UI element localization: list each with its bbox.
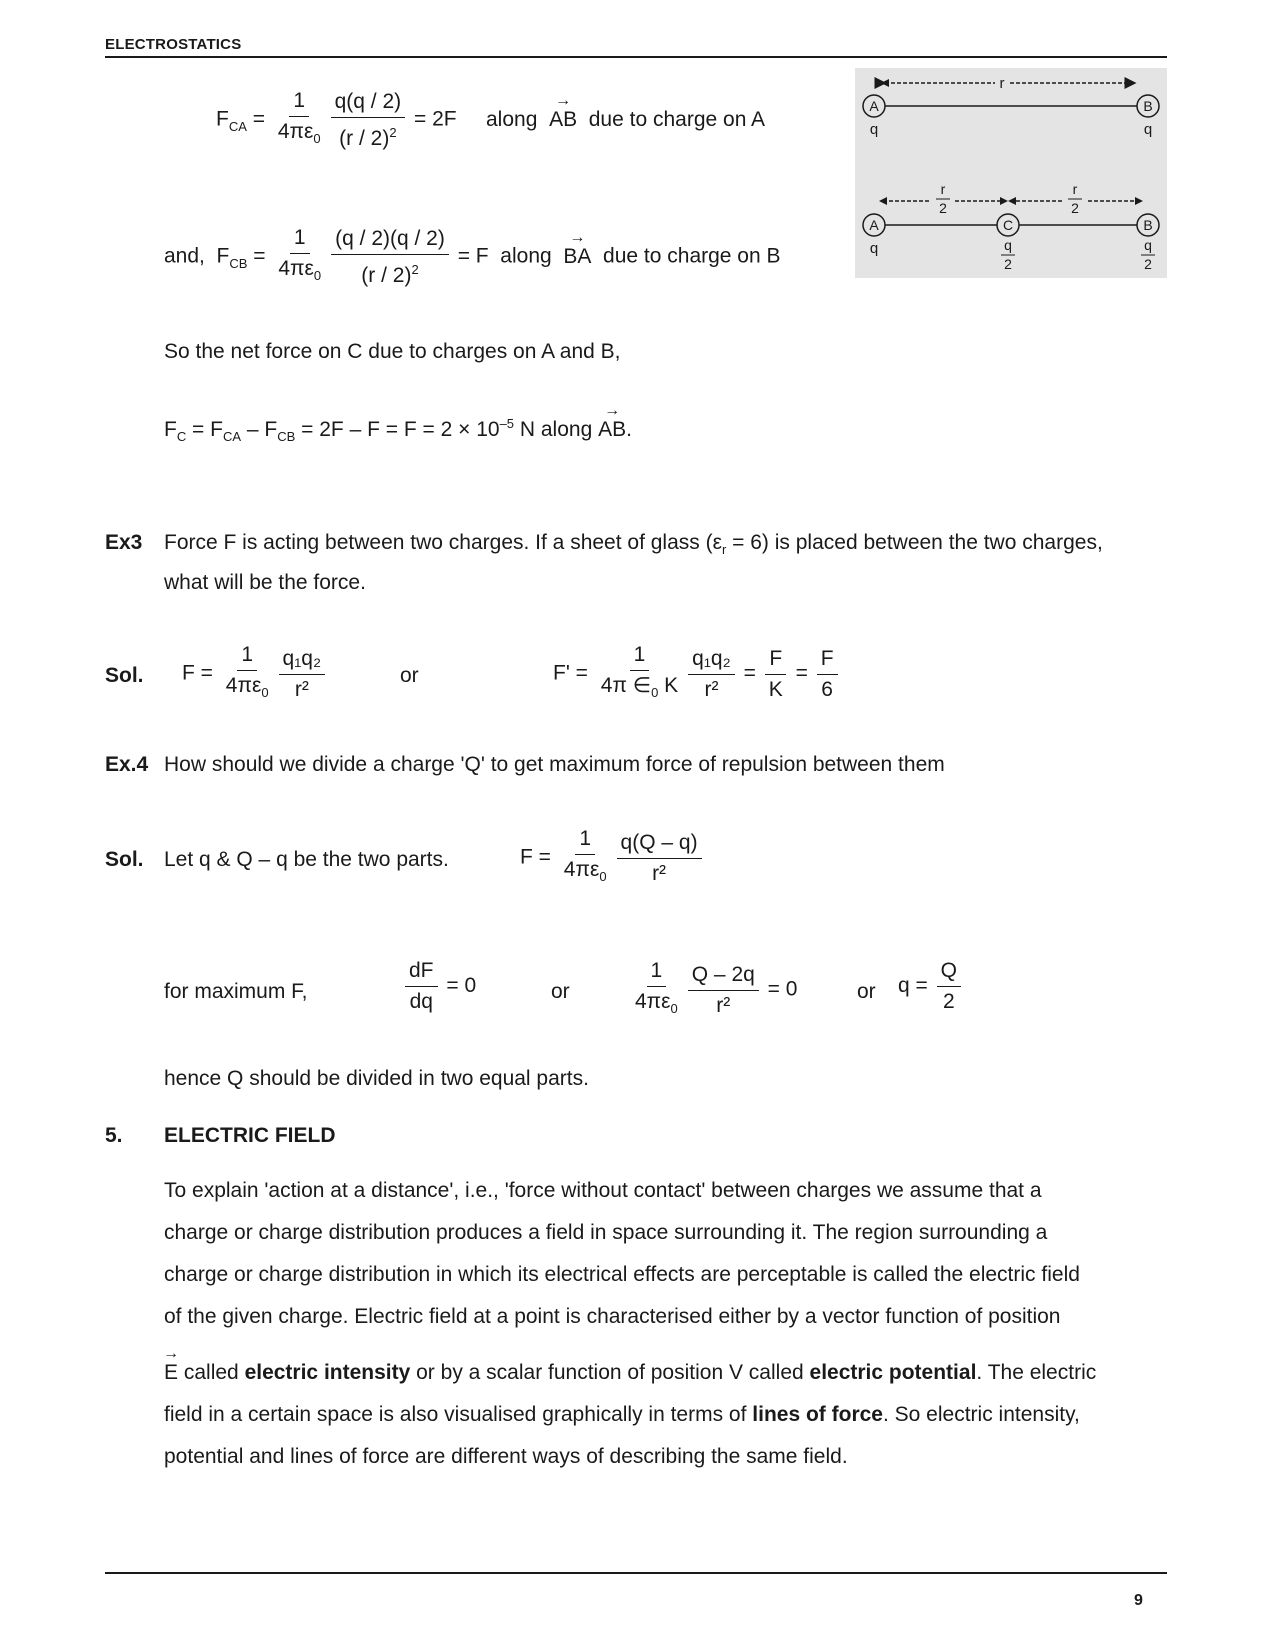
equation-fcb: and, $F_{CB}$ = $\frac{1}{4\pi\varepsilon_0}$ $\frac{(q / 2)(q / 2)}{(r / 2)^2}$ = F along → BA due to charge on B: [164, 225, 781, 289]
svg-text:q: q: [1144, 237, 1152, 253]
paragraph-line-1: To explain 'action at a distance', i.e., 'force without contact' between charges we assume that a: [164, 1179, 1042, 1202]
svg-text:C: C: [1002, 217, 1014, 233]
svg-text:2: 2: [1144, 256, 1152, 272]
example-4-label: Ex.4: [105, 753, 149, 776]
section-paragraph: [164, 1170, 1168, 1478]
or-text-2: or: [857, 980, 876, 1003]
example-3-question: Force F is acting between two charges. If a sheet of glass $(\varepsilon_r = 6)$ is placed between the two charges,: [164, 531, 1103, 558]
example-3-label: Ex3: [105, 531, 143, 554]
svg-text:B: B: [1143, 98, 1153, 114]
svg-text:r: r: [940, 181, 946, 197]
solution-3-or: or: [400, 664, 419, 687]
paragraph-line-6: field in a certain space is also visualised graphically in terms of lines of force. So electric intensity,: [164, 1403, 1080, 1426]
svg-text:r: r: [1072, 181, 1078, 197]
paragraph-line-7: potential and lines of force are different ways of describing the same field.: [164, 1445, 848, 1468]
equation-fca: $F_{CA}$ = $\frac{1}{4\pi\varepsilon_0}$ $\frac{q(q / 2)}{(r / 2)^2}$ = 2F: [216, 89, 457, 150]
solution-4-text: Let q & Q – q be the two parts.: [164, 848, 449, 871]
charge-diagram-svg: [855, 68, 1167, 278]
equation-net-force: $F_C = F_{CA} - F_{CB} = 2F - F = F = 2 \times 10^{-5}$ N along → AB.: [164, 411, 632, 450]
svg-text:A: A: [869, 98, 879, 114]
section-title: ELECTRIC FIELD: [164, 1124, 336, 1147]
svg-text:B: B: [1143, 217, 1153, 233]
svg-text:q: q: [1143, 121, 1153, 138]
section-number: 5.: [105, 1124, 123, 1147]
solution-3-equation-fprime: F' = $\frac{1}{4\pi \in_0 K}$ $\frac{\text{q₁q₂}}{\text{r²}}$ = $\frac{F}{K}$ = $\frac{F}{6}$: [553, 642, 841, 706]
paragraph-line-3: charge or charge distribution in which its electrical effects are perceptable is called the electric field: [164, 1263, 1080, 1286]
vector-e: → E: [164, 1352, 178, 1394]
svg-text:A: A: [869, 217, 879, 233]
charge-diagram: [855, 68, 1167, 278]
paragraph-line-5: → E called electric intensity or by a scalar function of position V called electric potential. The electric: [164, 1352, 1168, 1394]
net-force-text: So the net force on C due to charges on A and B,: [164, 340, 621, 363]
q-result-equation: q = $\frac{Q}{2}$: [898, 958, 964, 1015]
vector-ab: → AB: [598, 417, 626, 443]
solution-3-label: Sol.: [105, 664, 144, 687]
paragraph-line-2: charge or charge distribution produces a field in space surrounding it. The region surrounding a: [164, 1221, 1048, 1244]
svg-text:q: q: [869, 121, 879, 138]
max-force-text: for maximum F,: [164, 980, 308, 1003]
svg-text:2: 2: [939, 200, 947, 216]
conclusion-text: hence Q should be divided in two equal parts.: [164, 1067, 589, 1090]
equation-fca-direction: along → AB due to charge on A: [486, 107, 765, 133]
svg-text:r: r: [999, 75, 1005, 92]
paragraph-line-4: of the given charge. Electric field at a point is characterised either by a vector function of position: [164, 1305, 1061, 1328]
header-rule: [105, 56, 1167, 58]
solution-4-label: Sol.: [105, 848, 144, 871]
footer-rule: [105, 1572, 1167, 1574]
example-3-question-line2: what will be the force.: [164, 571, 366, 594]
svg-text:2: 2: [1004, 256, 1012, 272]
solution-3-equation-f: F = $\frac{1}{4\pi\varepsilon_0}$ $\frac{\text{q₁q₂}}{\text{r²}}$: [182, 642, 328, 706]
vector-ba: → BA: [563, 244, 591, 270]
vector-ab: → AB: [549, 107, 577, 133]
example-4-question: How should we divide a charge 'Q' to get maximum force of repulsion between them: [164, 753, 945, 776]
svg-text:2: 2: [1071, 200, 1079, 216]
svg-text:q: q: [1004, 237, 1012, 253]
svg-text:q: q: [869, 240, 879, 257]
derivative-equation: $\frac{dF}{dq}$ = 0: [402, 958, 476, 1015]
derivative-expanded-equation: $\frac{1}{4\pi\varepsilon_0}$ $\frac{Q - 2q}{\text{r²}}$ = 0: [635, 959, 798, 1017]
solution-4-equation-f: F = $\frac{1}{4\pi\varepsilon_0}$ $\frac{q(Q - q)}{\text{r²}}$: [520, 826, 705, 890]
page-number: 9: [1134, 1592, 1143, 1609]
or-text-1: or: [551, 980, 570, 1003]
running-header: ELECTROSTATICS: [105, 36, 242, 53]
